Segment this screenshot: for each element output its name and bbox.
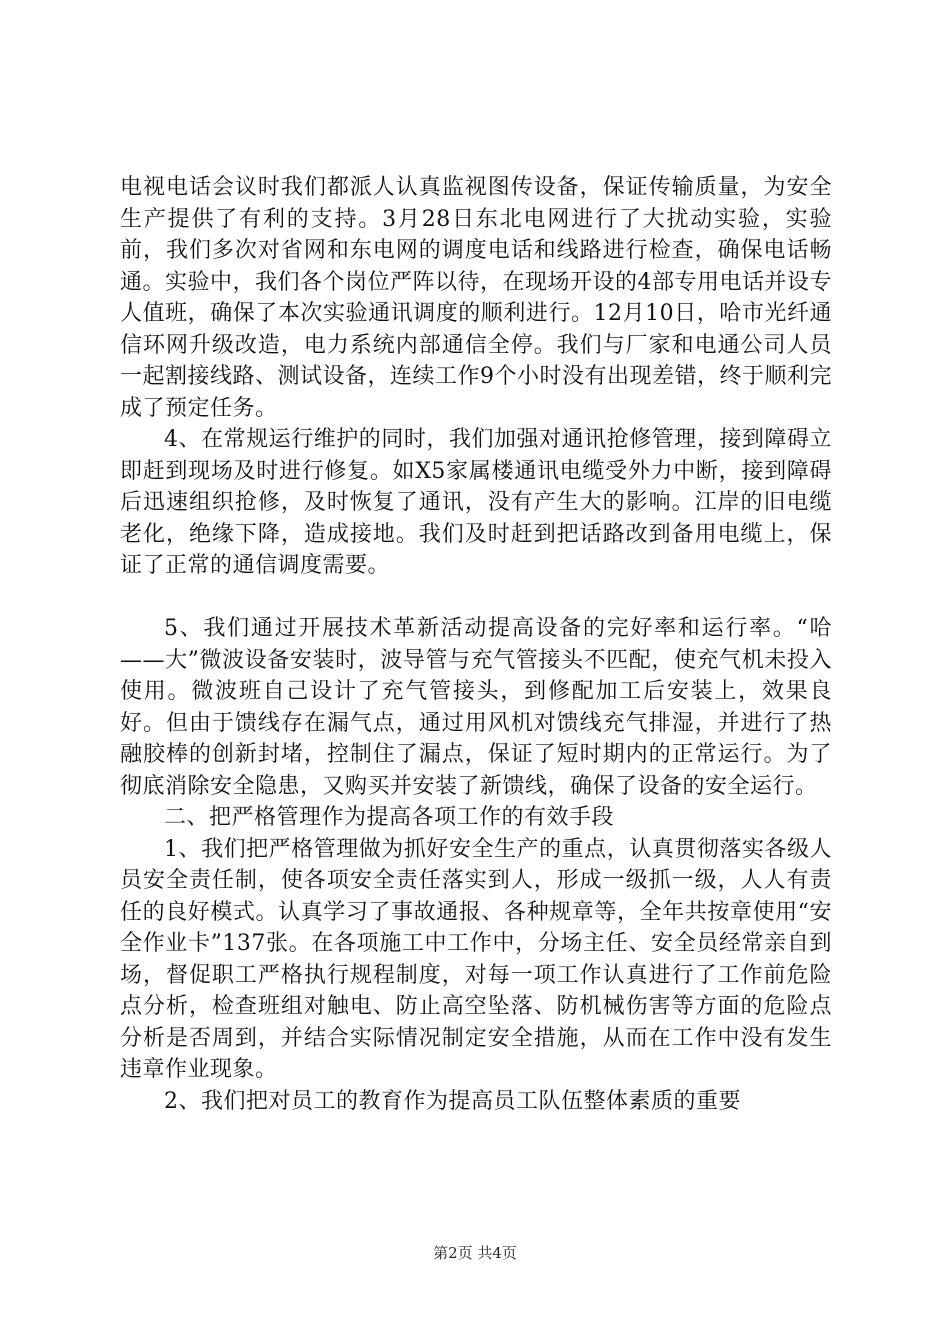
paragraph-continuation: 电视电话会议时我们都派人认真监视图传设备，保证传输质量，为安全生产提供了有利的支持。3月28日东北电网进行了大扰动实验，实验前，我们多次对省网和东电网的调度电话和线路进行检查，确保电话畅通。实验中，我们各个岗位严阵以待，在现场开设的4部专用电话并设专人值班，确保了本次实验通讯调度的顺利进行。12月10日，哈市光纤通信环网升级改造，电力系统内部通信全停。我们与厂家和电通公司人员一起割接线路、测试设备，连续工作9个小时没有出现差错，终于顺利完成了预定任务。 [120, 175, 832, 421]
section-heading-2: 二、把严格管理作为提高各项工作的有效手段 [164, 805, 615, 830]
paragraph-section2-item-2: 2、我们把对员工的教育作为提高员工队伍整体素质的重要 [164, 1088, 741, 1114]
page-number-footer: 第2页 共4页 [433, 1244, 517, 1262]
paragraph-section2-item-1: 1、我们把严格管理做为抓好安全生产的重点，认真贯彻落实各级人员安全责任制，使各项安全责任落实到人，形成一级抓一级，人人有责任的良好模式。认真学习了事故通报、各种规章等，全年共按章使用“安全作业卡”137张。在各项施工中工作中，分场主任、安全员经常亲自到场，督促职工严格执行规程制度，对每一项工作认真进行了工作前危险点分析，检查班组对触电、防止高空坠落、防机械伤害等方面的危险点分析是否周到，并结合实际情况制定安全措施，从而在工作中没有发生违章作业现象。 [120, 836, 832, 1082]
paragraph-item-5: 5、我们通过开展技术革新活动提高设备的完好率和运行率。“哈——大”微波设备安装时，波导管与充气管接头不匹配，使充气机未投入使用。微波班自己设计了充气管接头，到修配加工后安装上，效果良好。但由于馈线存在漏气点，通过用风机对馈线充气排湿，并进行了热融胶棒的创新封堵，控制住了漏点，保证了短时期内的正常运行。为了彻底消除安全隐患，又购买并安装了新馈线，确保了设备的安全运行。 [120, 616, 832, 799]
document-body [120, 172, 832, 1117]
paragraph-item-4: 4、在常规运行维护的同时，我们加强对通讯抢修管理，接到障碍立即赶到现场及时进行修复。如X5家属楼通讯电缆受外力中断，接到障碍后迅速组织抢修，及时恢复了通讯，没有产生大的影响。江岸的旧电缆老化，绝缘下降，造成接地。我们及时赶到把话路改到备用电缆上，保证了正常的通信调度需要。 [120, 427, 832, 578]
